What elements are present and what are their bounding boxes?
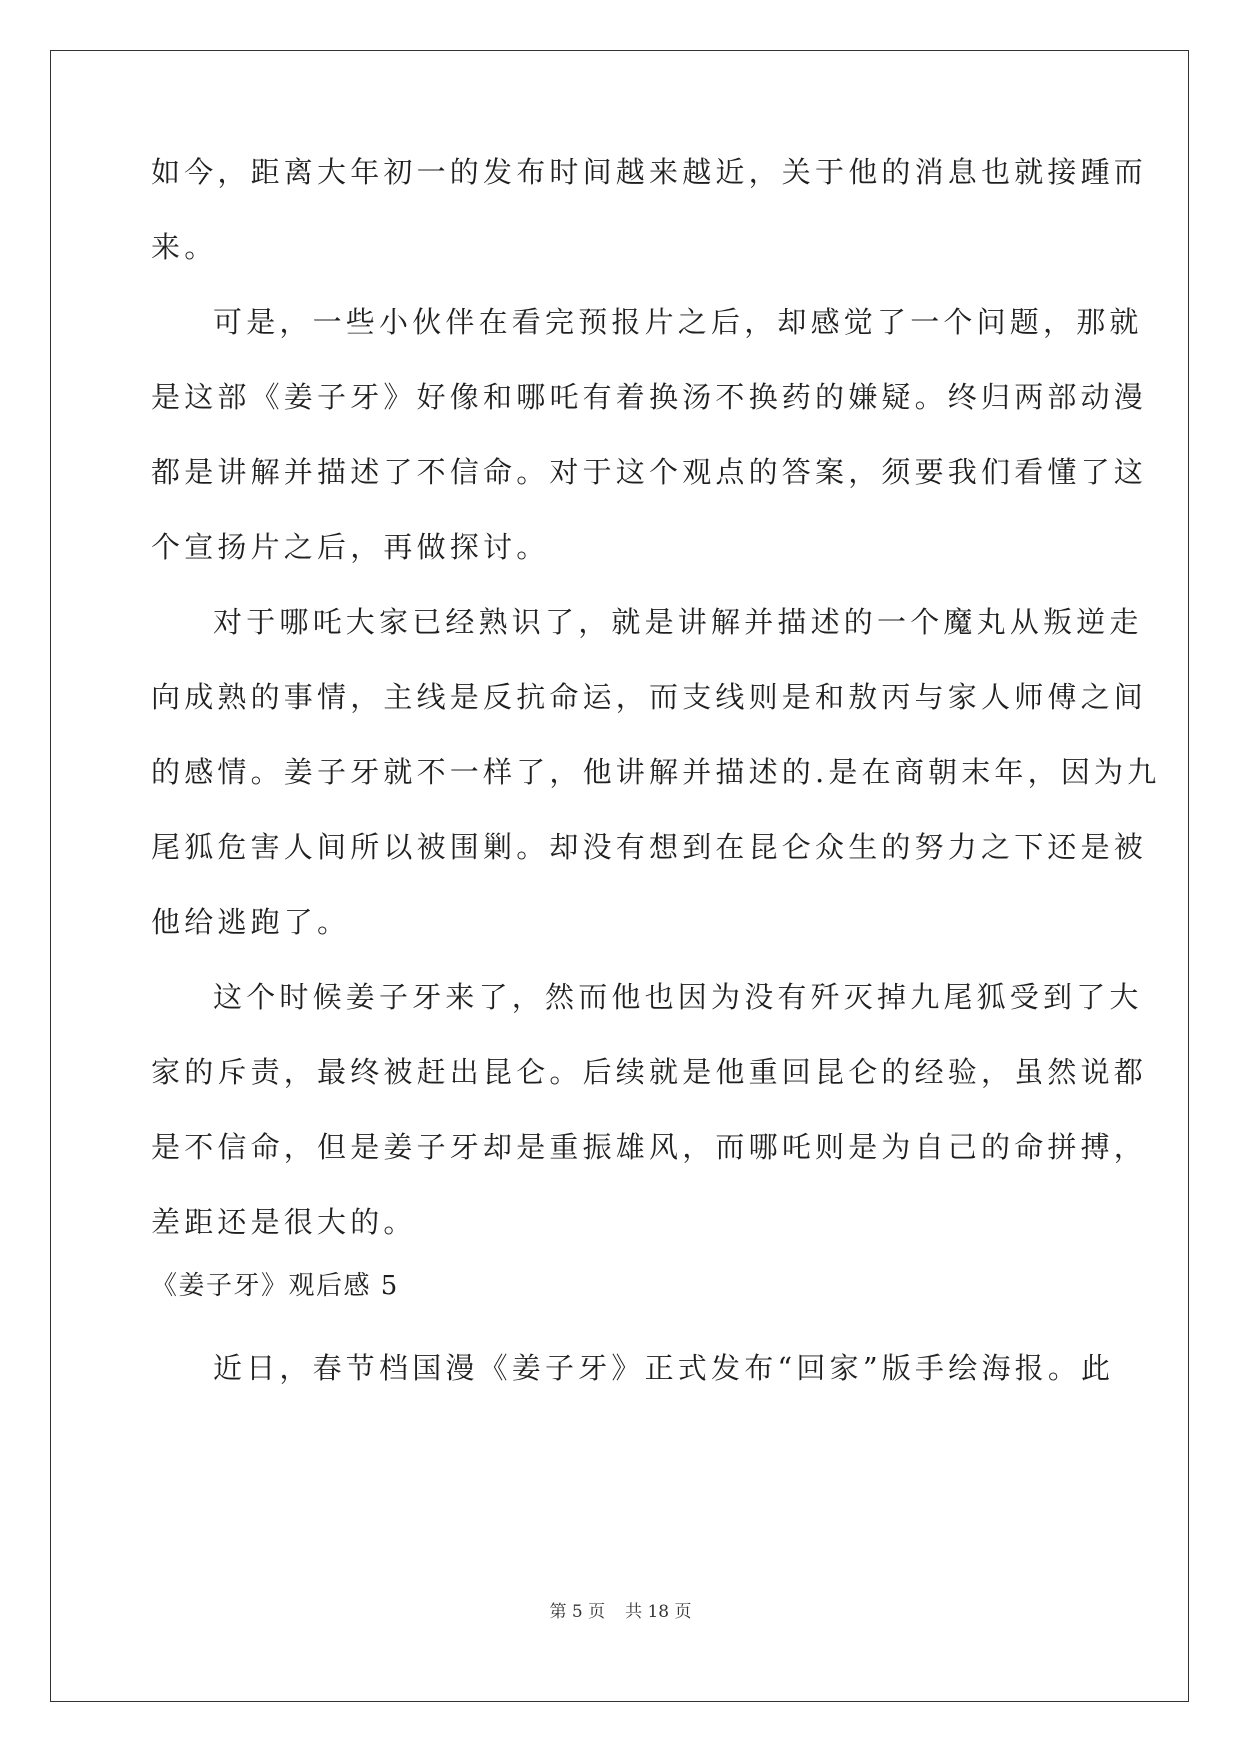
page-number: 第 5 页	[549, 1602, 606, 1622]
paragraph-line-13: 差距还是很大的。	[151, 1205, 417, 1239]
paragraph-line-12: 是不信命，但是姜子牙却是重振雄风，而哪吒则是为自己的命拼搏，	[151, 1130, 1148, 1164]
paragraph-line-10: 这个时候姜子牙来了，然而他也因为没有歼灭掉九尾狐受到了大	[213, 980, 1143, 1014]
paragraph-line-5: 对于哪吒大家已经熟识了，就是讲解并描述的一个魔丸从叛逆走	[213, 605, 1143, 639]
paragraph-line-3: 都是讲解并描述了不信命。对于这个观点的答案，须要我们看懂了这	[151, 455, 1148, 489]
paragraph-line-14: 近日，春节档国漫《姜子牙》正式发布“回家”版手绘海报。此	[213, 1351, 1115, 1385]
page-footer	[0, 1601, 1241, 1623]
page-border	[50, 50, 1189, 1702]
paragraph-line-7: 的感情。姜子牙就不一样了，他讲解并描述的.是在商朝末年，因为九	[151, 755, 1161, 789]
body-line-2: 来。	[151, 230, 218, 264]
section-heading: 《姜子牙》观后感 5	[151, 1271, 399, 1301]
paragraph-line-1: 可是，一些小伙伴在看完预报片之后，却感觉了一个问题，那就	[213, 305, 1143, 339]
paragraph-line-2: 是这部《姜子牙》好像和哪吒有着换汤不换药的嫌疑。终归两部动漫	[151, 380, 1148, 414]
paragraph-line-6: 向成熟的事情，主线是反抗命运，而支线则是和敖丙与家人师傅之间	[151, 680, 1148, 714]
body-line-1: 如今，距离大年初一的发布时间越来越近，关于他的消息也就接踵而	[151, 155, 1148, 189]
paragraph-line-11: 家的斥责，最终被赶出昆仑。后续就是他重回昆仑的经验，虽然说都	[151, 1055, 1148, 1089]
page-total: 共 18 页	[625, 1602, 692, 1622]
paragraph-line-8: 尾狐危害人间所以被围剿。却没有想到在昆仑众生的努力之下还是被	[151, 830, 1148, 864]
paragraph-line-9: 他给逃跑了。	[151, 905, 351, 939]
paragraph-line-4: 个宣扬片之后，再做探讨。	[151, 530, 550, 564]
